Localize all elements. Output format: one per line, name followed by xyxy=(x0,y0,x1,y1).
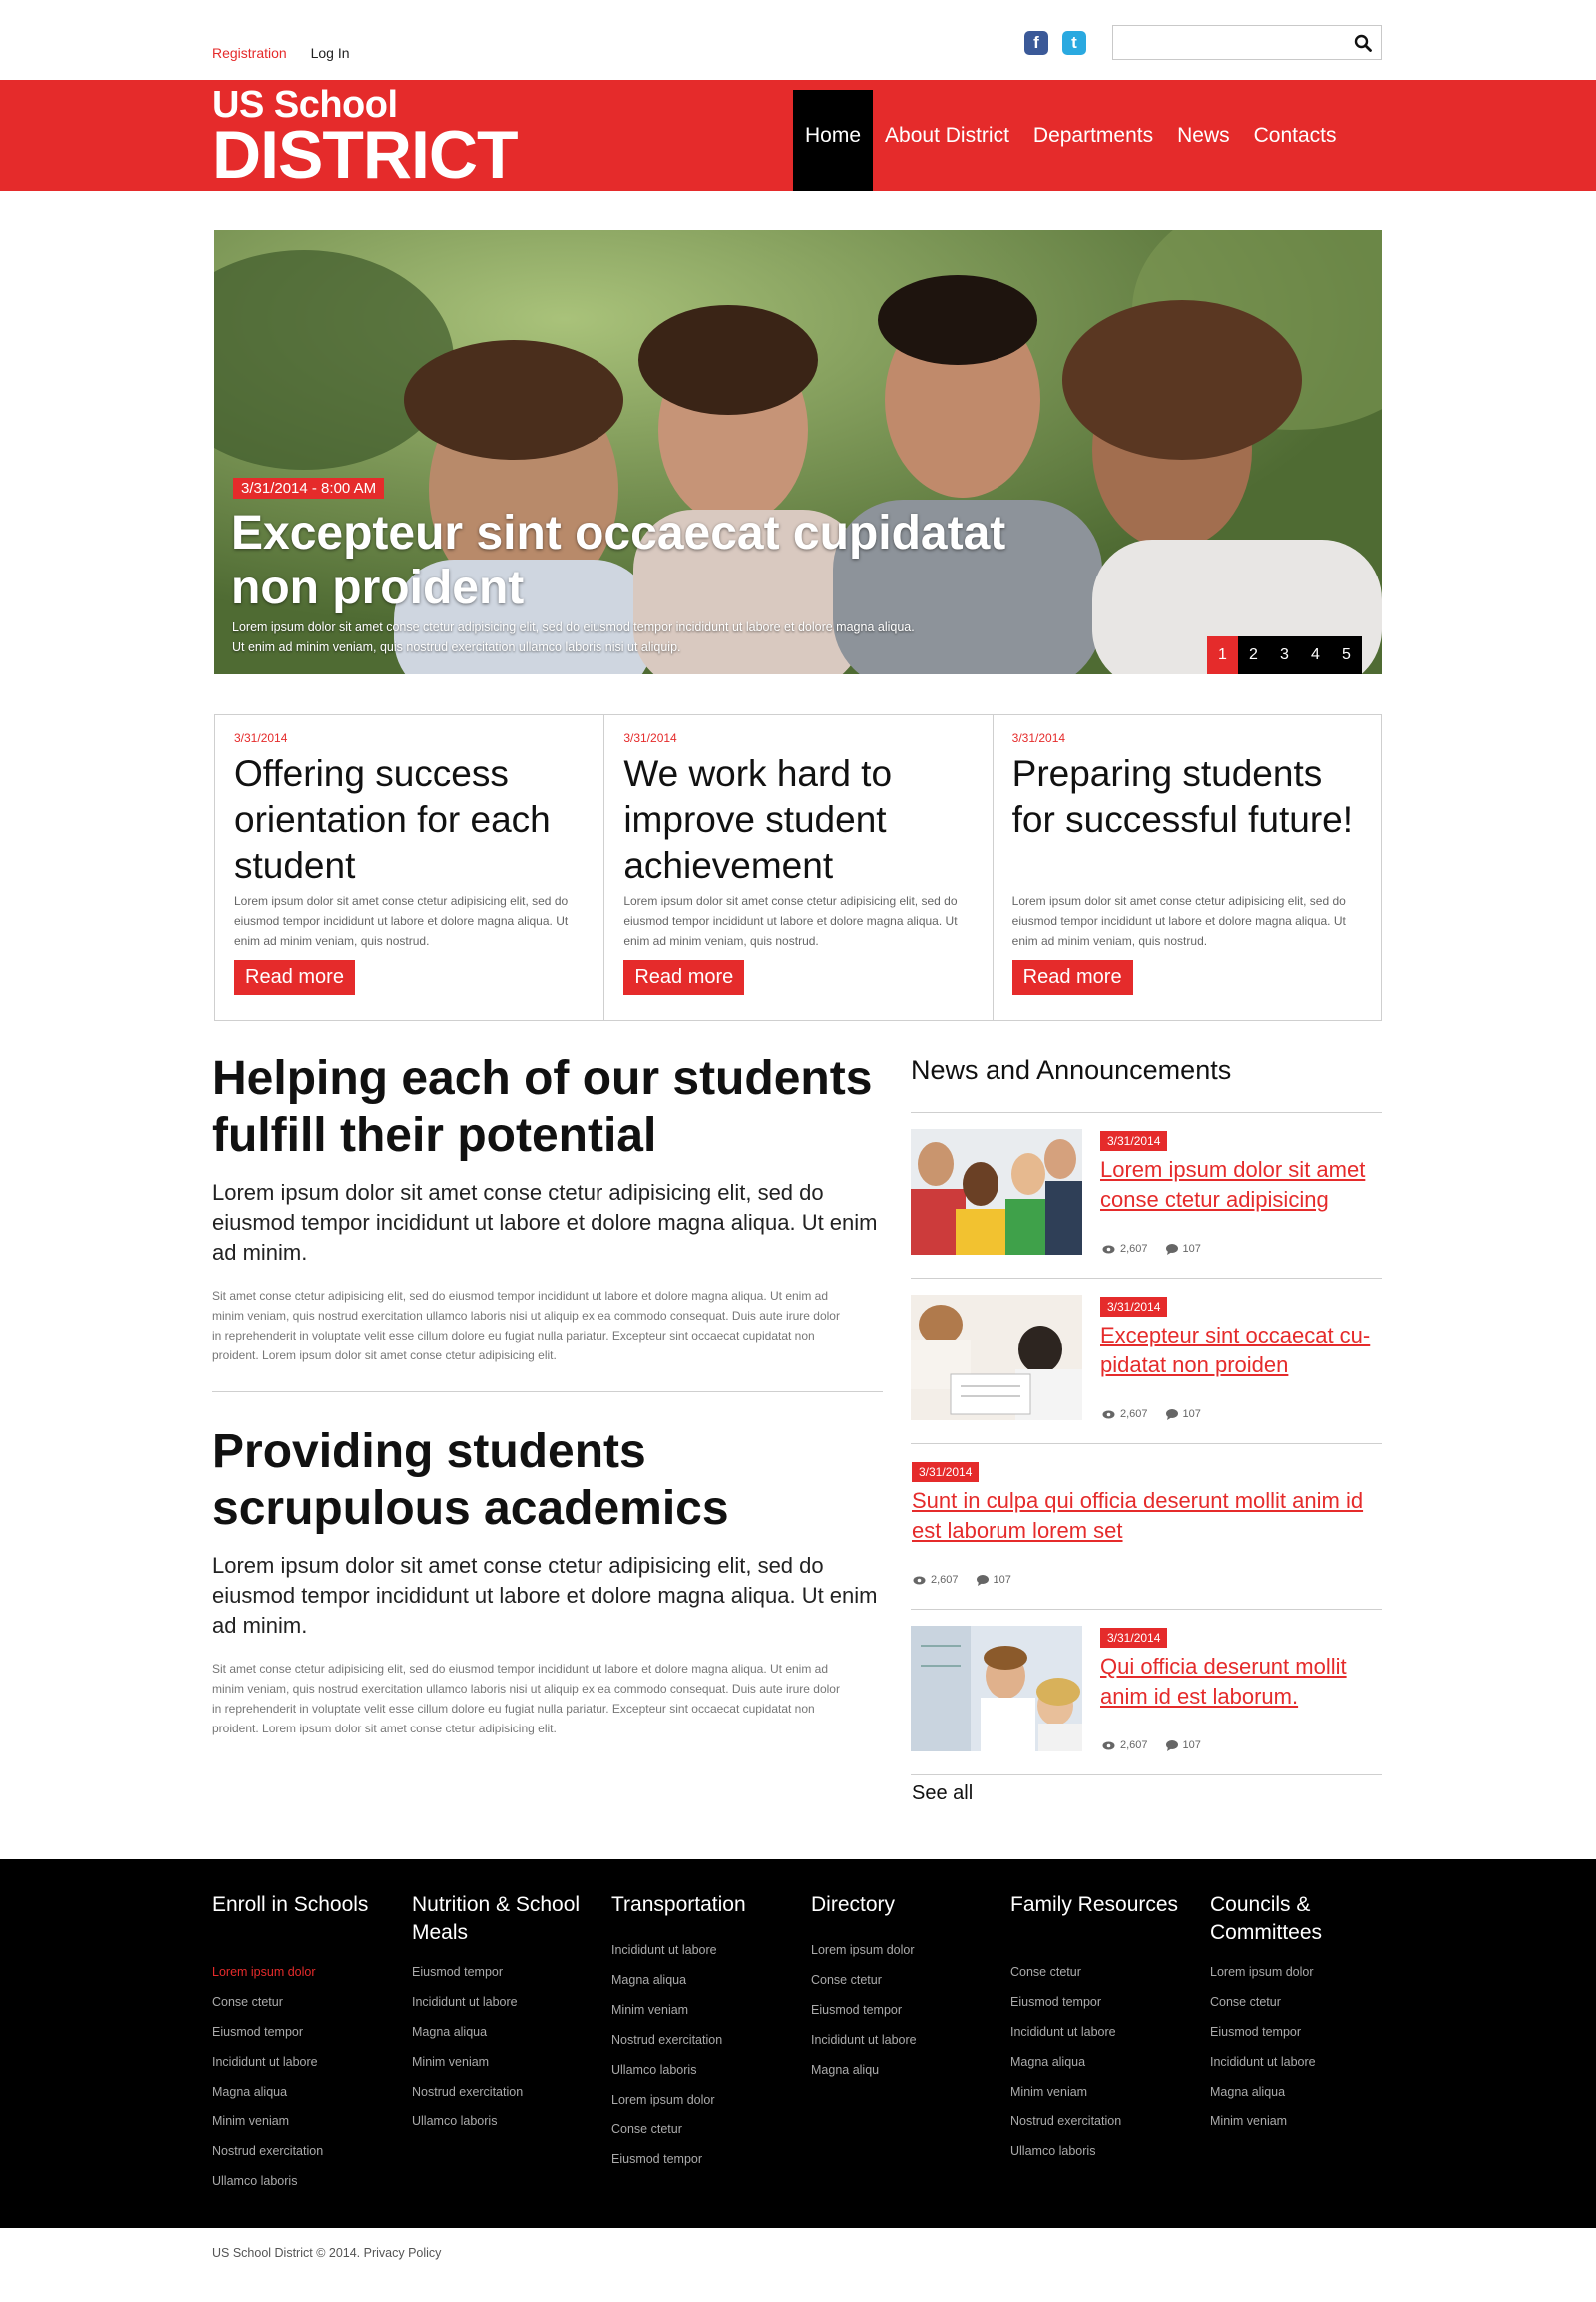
footer-link[interactable]: Conse ctetur xyxy=(212,1995,283,2009)
views-value: 2,607 xyxy=(1120,1408,1148,1420)
footer-link[interactable]: Eiusmod tempor xyxy=(1010,1995,1102,2009)
footer-column-family xyxy=(1010,1891,1200,2166)
footer-link[interactable]: Eiusmod tempor xyxy=(611,2152,703,2166)
comments-count xyxy=(977,1574,1011,1586)
comments-count xyxy=(1166,1739,1201,1751)
feature-box xyxy=(215,715,603,1020)
main-nav xyxy=(793,80,1349,191)
feature-title: Preparing students for successful future! xyxy=(1011,753,1354,840)
slide-page-5[interactable]: 5 xyxy=(1331,636,1362,674)
read-more-button[interactable]: Read more xyxy=(1012,960,1133,995)
see-all-link[interactable]: See all xyxy=(912,1782,974,1804)
news-section-title: News and Announcements xyxy=(911,1055,1232,1085)
footer-column-directory xyxy=(811,1891,1000,2085)
site-header xyxy=(0,80,1596,191)
footer-column-councils xyxy=(1210,1891,1399,2136)
article-body: Sit amet conse ctetur adipisicing elit, sed do eiusmod tempor incididunt ut labore et dolore magna aliqua. Ut enim ad minim veniam, quis nostrud exercitation ullamco laboris nisi ut aliquip ex ea commodo consequat. Duis aute irure dolor in reprehenderit in voluptate velit esse cillum dolore eu fugiat nulla pariatur. Excepteur sint occaecat cupidatat non proident. Lorem ipsum dolor sit amet conse ctetur adipisicing elit. xyxy=(212,1662,840,1735)
footer-link[interactable]: Magna aliqua xyxy=(412,2025,488,2039)
footer-link[interactable]: Incididunt ut labore xyxy=(1210,2055,1316,2069)
footer-link[interactable]: Magna aliqua xyxy=(212,2085,288,2099)
footer-link[interactable]: Eiusmod tempor xyxy=(811,2003,903,2017)
footer-heading: Directory xyxy=(811,1893,896,1916)
news-item xyxy=(911,1112,1382,1262)
news-date-badge: 3/31/2014 xyxy=(912,1462,979,1482)
footer-link[interactable]: Magna aliqua xyxy=(1010,2055,1086,2069)
nav-home[interactable]: Home xyxy=(793,90,873,191)
news-meta xyxy=(1102,1739,1201,1751)
footer-heading: Councils & Committees xyxy=(1210,1893,1323,1944)
news-item xyxy=(911,1609,1382,1758)
feature-title: Offering success orientation for each student xyxy=(234,753,551,886)
footer-link[interactable]: Ullamco laboris xyxy=(212,2174,298,2188)
nav-contacts[interactable]: Contacts xyxy=(1253,124,1337,147)
facebook-icon[interactable]: f xyxy=(1024,31,1048,55)
footer-link[interactable]: Magna aliqua xyxy=(611,1973,687,1987)
hero-slider xyxy=(214,230,1382,674)
news-item xyxy=(911,1443,1382,1593)
nav-about-district[interactable]: About District xyxy=(885,124,1009,147)
nav-departments[interactable]: Departments xyxy=(1032,124,1154,147)
footer-link[interactable]: Conse ctetur xyxy=(1210,1995,1281,2009)
comments-value: 107 xyxy=(1182,1739,1201,1751)
footer-link[interactable]: Magna aliqua xyxy=(1210,2085,1286,2099)
footer-link[interactable]: Nostrud exercitation xyxy=(412,2085,524,2099)
news-date-badge: 3/31/2014 xyxy=(1100,1297,1167,1317)
comment-icon xyxy=(1166,1409,1178,1420)
news-date-badge: 3/31/2014 xyxy=(1100,1131,1167,1151)
footer-link[interactable]: Lorem ipsum dolor xyxy=(212,1965,316,1979)
registration-link[interactable]: Registration xyxy=(212,45,287,61)
site-footer xyxy=(0,1859,1596,2228)
footer-heading: Nutrition & School Meals xyxy=(412,1893,581,1944)
news-headline-link[interactable]: Sunt in culpa qui officia deserunt mollit anim id est laborum lorem set xyxy=(912,1488,1364,1543)
footer-link[interactable]: Incididunt ut labore xyxy=(412,1995,518,2009)
footer-link[interactable]: Conse ctetur xyxy=(611,2122,682,2136)
slide-page-3[interactable]: 3 xyxy=(1269,636,1300,674)
article-lead: Lorem ipsum dolor sit amet conse ctetur adipisicing elit, sed do eiusmod tempor incididunt ut labore et dolore magna aliqua. Ut enim ad minim. xyxy=(212,1180,878,1265)
slider-pagination xyxy=(1207,636,1362,674)
article xyxy=(212,1050,881,1365)
article-title: Providing students scrupulous academics xyxy=(212,1425,729,1535)
feature-text: Lorem ipsum dolor sit amet conse ctetur adipisicing elit, sed do eiusmod tempor incididunt ut labore et dolore magna aliqua. Ut enim ad minim veniam, quis nostrud. xyxy=(1011,894,1346,948)
article xyxy=(212,1423,881,1738)
read-more-button[interactable]: Read more xyxy=(234,960,355,995)
footer-link[interactable]: Eiusmod tempor xyxy=(212,2025,304,2039)
news-meta xyxy=(1102,1243,1201,1255)
footer-link[interactable]: Incididunt ut labore xyxy=(212,2055,318,2069)
news-date-badge: 3/31/2014 xyxy=(1100,1628,1167,1648)
footer-link[interactable]: Ullamco laboris xyxy=(611,2063,697,2077)
hero-text-line-1: Lorem ipsum dolor sit amet conse ctetur adipisicing elit, sed do eiusmod tempor incididunt ut labore et dolore magna aliqua. xyxy=(232,620,915,634)
news-thumbnail[interactable] xyxy=(911,1295,1082,1420)
views-count xyxy=(913,1574,959,1586)
footer-link[interactable]: Minim veniam xyxy=(212,2114,290,2128)
footer-link[interactable]: Conse ctetur xyxy=(1010,1965,1081,1979)
hero-date-badge: 3/31/2014 - 8:00 AM xyxy=(233,478,384,499)
feature-box xyxy=(993,715,1381,1020)
footer-heading: Enroll in Schools xyxy=(212,1893,369,1916)
views-count xyxy=(1102,1408,1148,1420)
comment-icon xyxy=(1166,1740,1178,1751)
footer-link[interactable]: Minim veniam xyxy=(1210,2114,1288,2128)
footer-column-enroll xyxy=(212,1891,402,2196)
views-value: 2,607 xyxy=(1120,1739,1148,1751)
article-title: Helping each of our students fulfill their potential xyxy=(212,1052,873,1162)
search-icon[interactable] xyxy=(1354,34,1372,52)
views-count xyxy=(1102,1243,1148,1255)
copyright-text: US School District © 2014. Privacy Policy xyxy=(212,2246,442,2260)
news-headline-link[interactable]: Excepteur sint occaecat cu-pidatat non proiden xyxy=(1100,1323,1371,1377)
feature-text: Lorem ipsum dolor sit amet conse ctetur adipisicing elit, sed do eiusmod tempor incididunt ut labore et dolore magna aliqua. Ut enim ad minim veniam, quis nostrud. xyxy=(623,894,958,948)
comments-value: 107 xyxy=(1182,1408,1201,1420)
slide-page-4[interactable]: 4 xyxy=(1300,636,1331,674)
footer-link[interactable]: Lorem ipsum dolor xyxy=(1210,1965,1314,1979)
hero-text xyxy=(232,617,991,657)
news-meta xyxy=(913,1574,1011,1586)
footer-link[interactable]: Eiusmod tempor xyxy=(412,1965,504,1979)
feature-title: We work hard to improve student achievement xyxy=(623,753,893,886)
feature-boxes xyxy=(214,714,1382,1021)
hero-title[interactable]: Excepteur sint occaecat cupidatat non proident xyxy=(231,507,1006,614)
eye-icon xyxy=(1102,1741,1115,1750)
news-headline-link[interactable]: Qui officia deserunt mollit anim id est laborum. xyxy=(1100,1654,1347,1709)
search-input[interactable] xyxy=(1113,26,1343,59)
slide-page-1[interactable]: 1 xyxy=(1207,636,1238,674)
views-value: 2,607 xyxy=(931,1574,959,1586)
footer-link[interactable]: Nostrud exercitation xyxy=(611,2033,723,2047)
footer-column-nutrition xyxy=(412,1891,601,2136)
read-more-button[interactable]: Read more xyxy=(623,960,744,995)
news-meta xyxy=(1102,1408,1201,1420)
eye-icon xyxy=(1102,1410,1115,1419)
footer-link[interactable]: Ullamco laboris xyxy=(412,2114,498,2128)
footer-column-transportation xyxy=(611,1891,801,2174)
feature-text: Lorem ipsum dolor sit amet conse ctetur adipisicing elit, sed do eiusmod tempor incididunt ut labore et dolore magna aliqua. Ut enim ad minim veniam, quis nostrud. xyxy=(234,894,569,948)
article-body: Sit amet conse ctetur adipisicing elit, sed do eiusmod tempor incididunt ut labore et dolore magna aliqua. Ut enim ad minim veniam, quis nostrud exercitation ullamco laboris nisi ut aliquip ex ea commodo consequat. Duis aute irure dolor in reprehenderit in voluptate velit esse cillum dolore eu fugiat nulla pariatur. Excepteur sint occaecat cupidatat non proident. Lorem ipsum dolor sit amet conse ctetur adipisicing elit. xyxy=(212,1289,840,1362)
comments-value: 107 xyxy=(993,1574,1011,1586)
footer-link[interactable]: Ullamco laboris xyxy=(1010,2144,1096,2158)
eye-icon xyxy=(913,1576,926,1585)
feature-date: 3/31/2014 xyxy=(623,731,677,745)
footer-link[interactable]: Minim veniam xyxy=(611,2003,689,2017)
comments-count xyxy=(1166,1243,1201,1255)
article-lead: Lorem ipsum dolor sit amet conse ctetur adipisicing elit, sed do eiusmod tempor incididunt ut labore et dolore magna aliqua. Ut enim ad minim. xyxy=(212,1553,878,1638)
comment-icon xyxy=(977,1575,989,1586)
twitter-icon[interactable]: t xyxy=(1062,31,1086,55)
news-item xyxy=(911,1278,1382,1427)
views-count xyxy=(1102,1739,1148,1751)
logo-line-1: US School xyxy=(212,84,398,126)
comment-icon xyxy=(1166,1244,1178,1255)
top-bar xyxy=(0,0,1596,80)
footer-link[interactable]: Magna aliqu xyxy=(811,2063,880,2077)
footer-link[interactable]: Minim veniam xyxy=(412,2055,490,2069)
news-headline-link[interactable]: Lorem ipsum dolor sit amet conse ctetur adipisicing xyxy=(1100,1157,1366,1212)
footer-heading: Family Resources xyxy=(1010,1893,1179,1916)
news-thumbnail[interactable] xyxy=(911,1129,1082,1255)
footer-link[interactable]: Conse ctetur xyxy=(811,1973,882,1987)
footer-heading: Transportation xyxy=(611,1893,746,1916)
comments-count xyxy=(1166,1408,1201,1420)
nav-news[interactable]: News xyxy=(1177,124,1230,147)
account-links xyxy=(212,45,370,61)
footer-link[interactable]: Nostrud exercitation xyxy=(1010,2114,1122,2128)
footer-link[interactable]: Incididunt ut labore xyxy=(811,2033,917,2047)
comments-value: 107 xyxy=(1182,1243,1201,1255)
footer-link[interactable]: Eiusmod tempor xyxy=(1210,2025,1302,2039)
divider xyxy=(911,1774,1382,1775)
footer-link[interactable]: Lorem ipsum dolor xyxy=(611,2093,715,2107)
footer-link[interactable]: Incididunt ut labore xyxy=(611,1943,717,1957)
eye-icon xyxy=(1102,1245,1115,1254)
slide-page-2[interactable]: 2 xyxy=(1238,636,1269,674)
feature-date: 3/31/2014 xyxy=(234,731,288,745)
hero-text-line-2: Ut enim ad minim veniam, quis nostrud exercitation ullamco laboris nisi ut aliquip. xyxy=(232,640,681,654)
social-links xyxy=(1024,31,1086,55)
footer-link[interactable]: Lorem ipsum dolor xyxy=(811,1943,915,1957)
feature-box xyxy=(603,715,992,1020)
search-box xyxy=(1112,25,1382,60)
views-value: 2,607 xyxy=(1120,1243,1148,1255)
divider xyxy=(212,1391,883,1392)
news-thumbnail[interactable] xyxy=(911,1626,1082,1751)
login-link[interactable]: Log In xyxy=(310,45,350,61)
logo-line-2: DISTRICT xyxy=(212,117,518,192)
site-logo[interactable] xyxy=(212,84,518,192)
footer-link[interactable]: Minim veniam xyxy=(1010,2085,1088,2099)
footer-link[interactable]: Nostrud exercitation xyxy=(212,2144,324,2158)
feature-date: 3/31/2014 xyxy=(1011,731,1066,745)
footer-link[interactable]: Incididunt ut labore xyxy=(1010,2025,1116,2039)
